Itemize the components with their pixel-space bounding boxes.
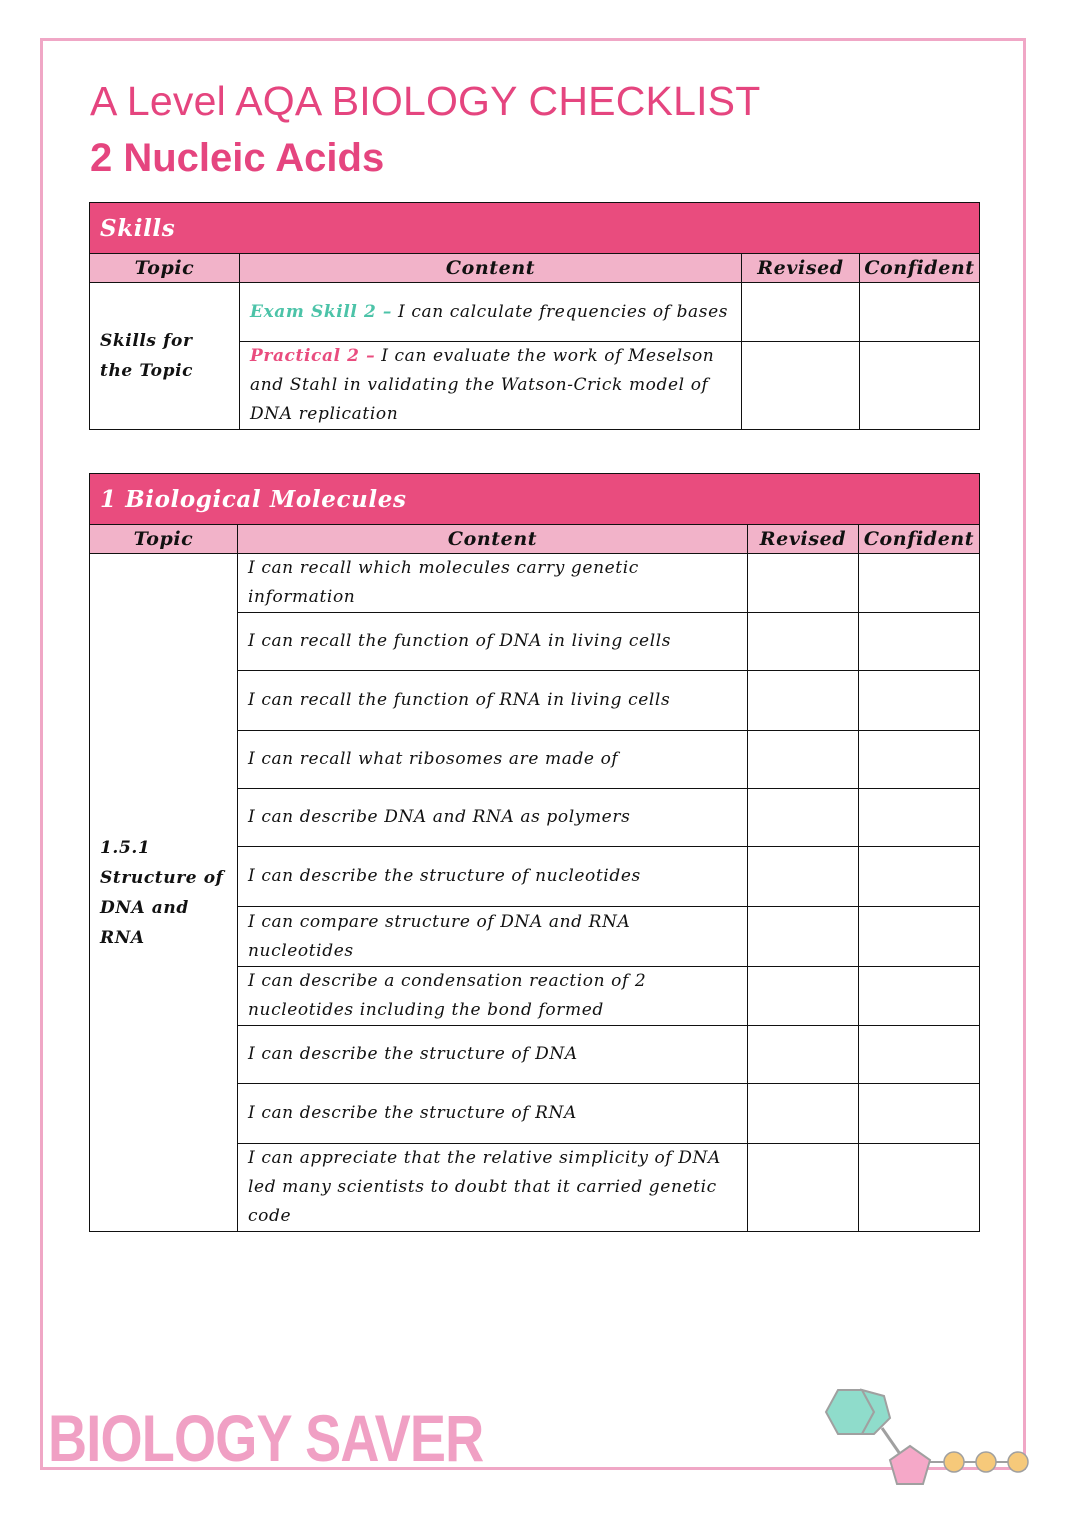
revised-checkbox[interactable] bbox=[748, 613, 859, 671]
revised-checkbox[interactable] bbox=[748, 789, 859, 847]
confident-checkbox[interactable] bbox=[860, 283, 980, 342]
biology-saver-logo: BIOLOGY SAVER bbox=[48, 1401, 484, 1475]
checklist-item: I can recall which molecules carry genetic information bbox=[238, 554, 748, 613]
header-topic: Topic bbox=[90, 525, 238, 554]
page-subtitle: 2 Nucleic Acids bbox=[90, 136, 385, 180]
header-topic: Topic bbox=[90, 254, 240, 283]
checklist-item: I can compare structure of DNA and RNA nucleotides bbox=[238, 907, 748, 967]
confident-checkbox[interactable] bbox=[859, 907, 980, 967]
header-confident: Confident bbox=[859, 525, 980, 554]
skills-topic: Skills for the Topic bbox=[90, 283, 240, 430]
revised-checkbox[interactable] bbox=[742, 342, 860, 430]
revised-checkbox[interactable] bbox=[748, 907, 859, 967]
confident-checkbox[interactable] bbox=[859, 789, 980, 847]
confident-checkbox[interactable] bbox=[860, 342, 980, 430]
revised-checkbox[interactable] bbox=[748, 967, 859, 1026]
revised-checkbox[interactable] bbox=[748, 671, 859, 731]
confident-checkbox[interactable] bbox=[859, 731, 980, 789]
revised-checkbox[interactable] bbox=[748, 1026, 859, 1084]
topic-name: Structure of DNA and RNA bbox=[100, 867, 224, 948]
checklist-item: I can describe a condensation reaction of 2 nucleotides including the bond formed bbox=[238, 967, 748, 1026]
revised-checkbox[interactable] bbox=[748, 554, 859, 613]
confident-checkbox[interactable] bbox=[859, 1026, 980, 1084]
confident-checkbox[interactable] bbox=[859, 847, 980, 907]
checklist-item: I can appreciate that the relative simplicity of DNA led many scientists to doubt that it carried genetic code bbox=[238, 1144, 748, 1232]
header-revised: Revised bbox=[742, 254, 860, 283]
nucleotide-molecule-icon bbox=[800, 1378, 1040, 1502]
exam-skill-label: Exam Skill 2 – bbox=[250, 301, 393, 322]
revised-checkbox[interactable] bbox=[748, 1084, 859, 1144]
checklist-item: I can describe the structure of DNA bbox=[238, 1026, 748, 1084]
checklist-item: I can recall what ribosomes are made of bbox=[238, 731, 748, 789]
confident-checkbox[interactable] bbox=[859, 1084, 980, 1144]
skill-text: I can calculate frequencies of bases bbox=[392, 301, 729, 322]
page-title: A Level AQA BIOLOGY CHECKLIST bbox=[90, 78, 761, 124]
header-content: Content bbox=[240, 254, 742, 283]
molecules-table bbox=[89, 473, 980, 1232]
confident-checkbox[interactable] bbox=[859, 554, 980, 613]
header-confident: Confident bbox=[860, 254, 980, 283]
table-row bbox=[90, 554, 980, 613]
skill-content bbox=[240, 342, 742, 430]
topic-number: 1.5.1 bbox=[100, 837, 151, 858]
table-row bbox=[90, 283, 980, 342]
revised-checkbox[interactable] bbox=[748, 847, 859, 907]
practical-label: Practical 2 – bbox=[250, 346, 376, 366]
skill-content bbox=[240, 283, 742, 342]
header-revised: Revised bbox=[748, 525, 859, 554]
revised-checkbox[interactable] bbox=[748, 731, 859, 789]
checklist-item: I can describe the structure of RNA bbox=[238, 1084, 748, 1144]
checklist-item: I can recall the function of RNA in living cells bbox=[238, 671, 748, 731]
confident-checkbox[interactable] bbox=[859, 613, 980, 671]
checklist-item: I can recall the function of DNA in living cells bbox=[238, 613, 748, 671]
molecules-band: 1 Biological Molecules bbox=[90, 474, 980, 525]
skill-text: I can evaluate the work of Meselson and Stahl in validating the Watson-Crick model of DNA replication bbox=[250, 346, 715, 424]
skills-band: Skills bbox=[90, 203, 980, 254]
confident-checkbox[interactable] bbox=[859, 967, 980, 1026]
revised-checkbox[interactable] bbox=[742, 283, 860, 342]
confident-checkbox[interactable] bbox=[859, 671, 980, 731]
checklist-item: I can describe the structure of nucleotides bbox=[238, 847, 748, 907]
header-content: Content bbox=[238, 525, 748, 554]
checklist-item: I can describe DNA and RNA as polymers bbox=[238, 789, 748, 847]
revised-checkbox[interactable] bbox=[748, 1144, 859, 1232]
molecules-topic bbox=[90, 554, 238, 1232]
skills-table bbox=[89, 202, 980, 430]
confident-checkbox[interactable] bbox=[859, 1144, 980, 1232]
